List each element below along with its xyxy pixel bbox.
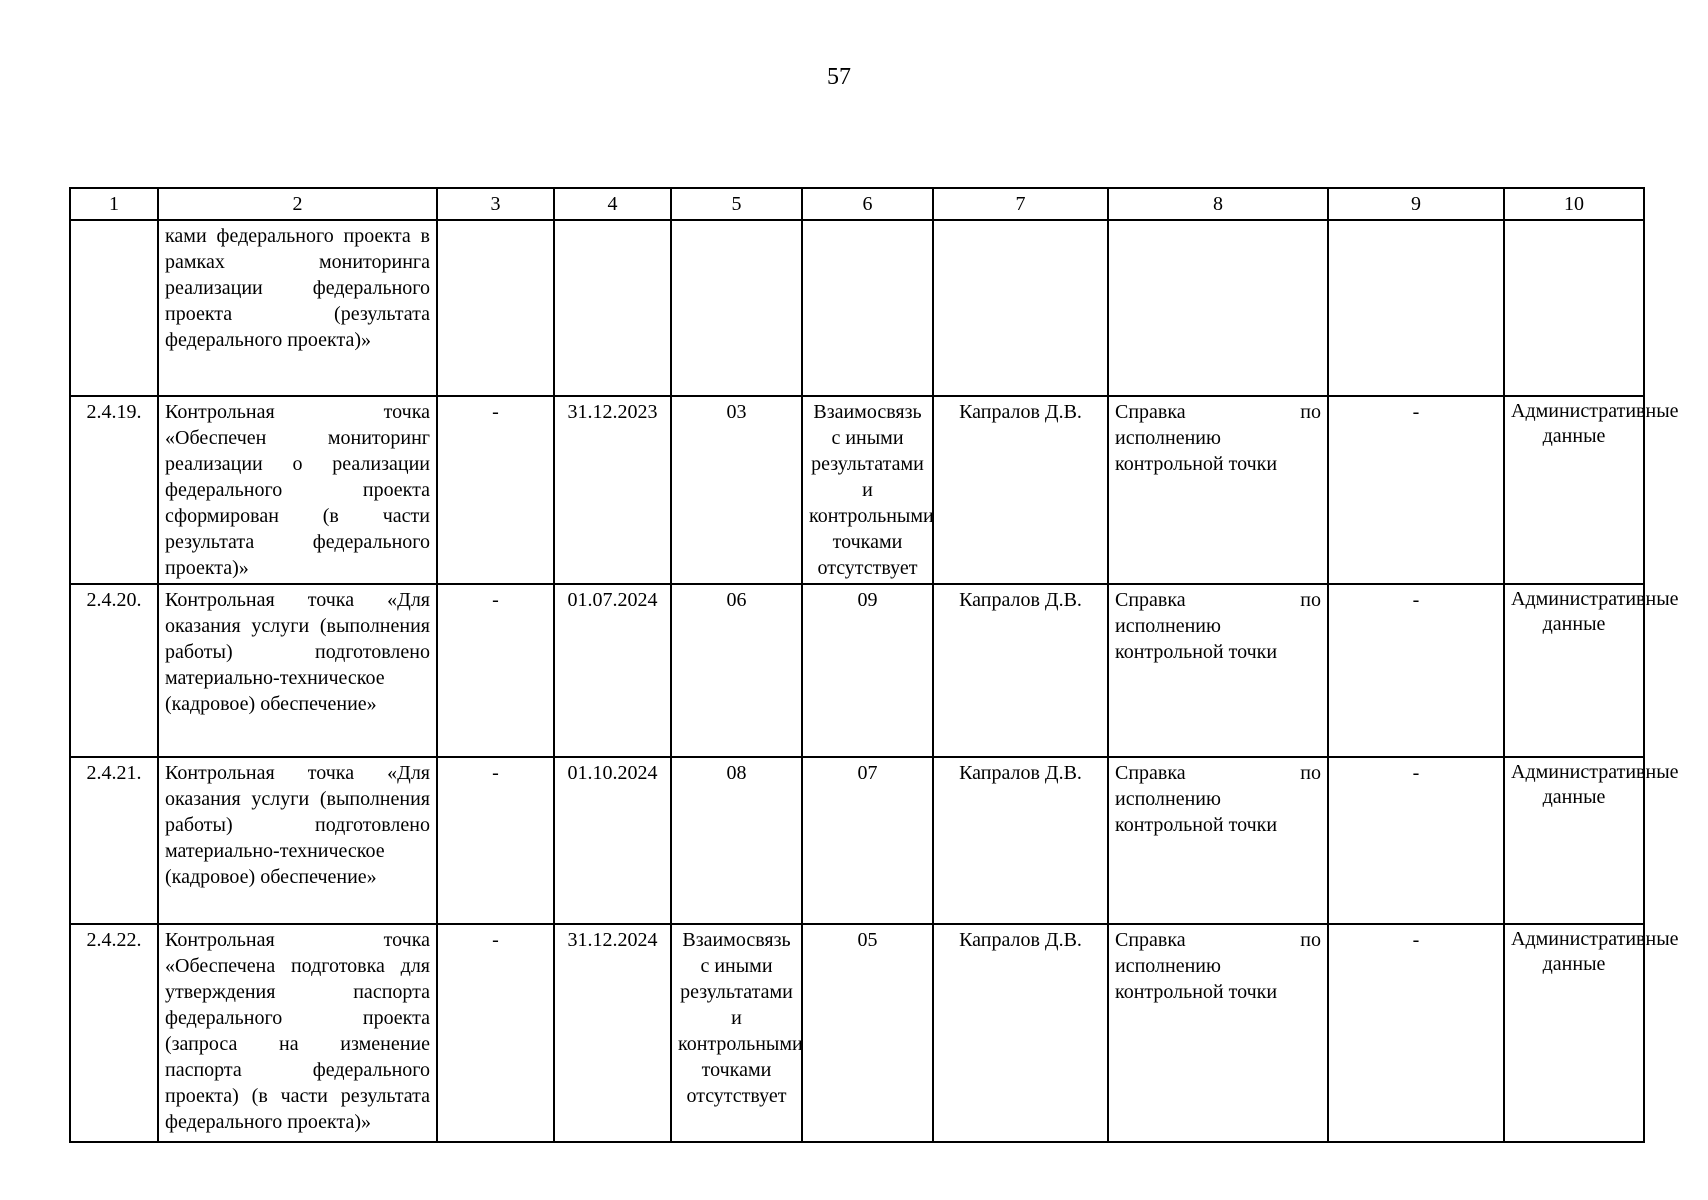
row-successor: 09 — [802, 584, 933, 757]
row-level: - — [1328, 396, 1504, 584]
row-document: Справка по исполнению контрольной точки — [1108, 757, 1328, 924]
column-header-1: 1 — [70, 188, 158, 220]
row-document: Справка по исполнению контрольной точки — [1108, 396, 1328, 584]
table-row-2-4-19 — [70, 396, 1644, 584]
row-number: 2.4.19. — [70, 396, 158, 584]
row-source: Административные данные — [1504, 396, 1644, 584]
column-header-5: 5 — [671, 188, 802, 220]
row-due-date: 01.07.2024 — [554, 584, 671, 757]
row-responsible: Капралов Д.В. — [933, 924, 1108, 1142]
row-predecessor: Взаимосвязь с иными результатами и контрольными точками отсутствует — [671, 924, 802, 1142]
row-description: Контрольная точка «Для оказания услуги (выполнения работы) подготовлено материально-техническое (кадровое) обеспечение» — [158, 584, 437, 757]
column-header-9: 9 — [1328, 188, 1504, 220]
row-predecessor: 08 — [671, 757, 802, 924]
table-row-2-4-20 — [70, 584, 1644, 757]
row-number — [70, 220, 158, 396]
row-due-date: 31.12.2024 — [554, 924, 671, 1142]
row-base-value — [437, 220, 554, 396]
row-successor — [802, 220, 933, 396]
row-description: Контрольная точка «Для оказания услуги (выполнения работы) подготовлено материально-техническое (кадровое) обеспечение» — [158, 757, 437, 924]
column-header-8: 8 — [1108, 188, 1328, 220]
row-responsible: Капралов Д.В. — [933, 584, 1108, 757]
row-successor: 05 — [802, 924, 933, 1142]
column-header-3: 3 — [437, 188, 554, 220]
row-predecessor — [671, 220, 802, 396]
row-successor: Взаимосвязь с иными результатами и контрольными точками отсутствует — [802, 396, 933, 584]
row-level: - — [1328, 757, 1504, 924]
row-base-value: - — [437, 396, 554, 584]
row-description: Контрольная точка «Обеспечен мониторинг реализации о реализации федерального проекта сформирован (в части результата федерального проекта)» — [158, 396, 437, 584]
row-description: Контрольная точка «Обеспечена подготовка для утверждения паспорта федерального проекта (запроса на изменение паспорта федерального проекта) (в части результата федерального проекта)» — [158, 924, 437, 1142]
row-description: ками федерального проекта в рамках мониторинга реализации федерального проекта (результата федерального проекта)» — [158, 220, 437, 396]
control-points-table — [69, 187, 1679, 1143]
page-number: 57 — [827, 64, 851, 90]
row-due-date: 01.10.2024 — [554, 757, 671, 924]
row-base-value: - — [437, 584, 554, 757]
column-header-7: 7 — [933, 188, 1108, 220]
column-header-6: 6 — [802, 188, 933, 220]
row-base-value: - — [437, 924, 554, 1142]
row-number: 2.4.22. — [70, 924, 158, 1142]
row-number: 2.4.21. — [70, 757, 158, 924]
table-row-2-4-22 — [70, 924, 1644, 1142]
row-predecessor: 03 — [671, 396, 802, 584]
row-predecessor: 06 — [671, 584, 802, 757]
column-header-2: 2 — [158, 188, 437, 220]
row-due-date — [554, 220, 671, 396]
row-responsible — [933, 220, 1108, 396]
row-number: 2.4.20. — [70, 584, 158, 757]
row-document — [1108, 220, 1328, 396]
row-level: - — [1328, 584, 1504, 757]
table-header-row — [70, 188, 1644, 220]
column-header-10: 10 — [1504, 188, 1644, 220]
row-document: Справка по исполнению контрольной точки — [1108, 584, 1328, 757]
row-source: Административные данные — [1504, 924, 1644, 1142]
row-source — [1504, 220, 1644, 396]
table-row-continuation — [70, 220, 1644, 396]
column-header-4: 4 — [554, 188, 671, 220]
row-level — [1328, 220, 1504, 396]
row-base-value: - — [437, 757, 554, 924]
row-successor: 07 — [802, 757, 933, 924]
row-responsible: Капралов Д.В. — [933, 757, 1108, 924]
row-due-date: 31.12.2023 — [554, 396, 671, 584]
row-source: Административные данные — [1504, 584, 1644, 757]
table-row-2-4-21 — [70, 757, 1644, 924]
row-responsible: Капралов Д.В. — [933, 396, 1108, 584]
row-level: - — [1328, 924, 1504, 1142]
row-source: Административные данные — [1504, 757, 1644, 924]
row-document: Справка по исполнению контрольной точки — [1108, 924, 1328, 1142]
